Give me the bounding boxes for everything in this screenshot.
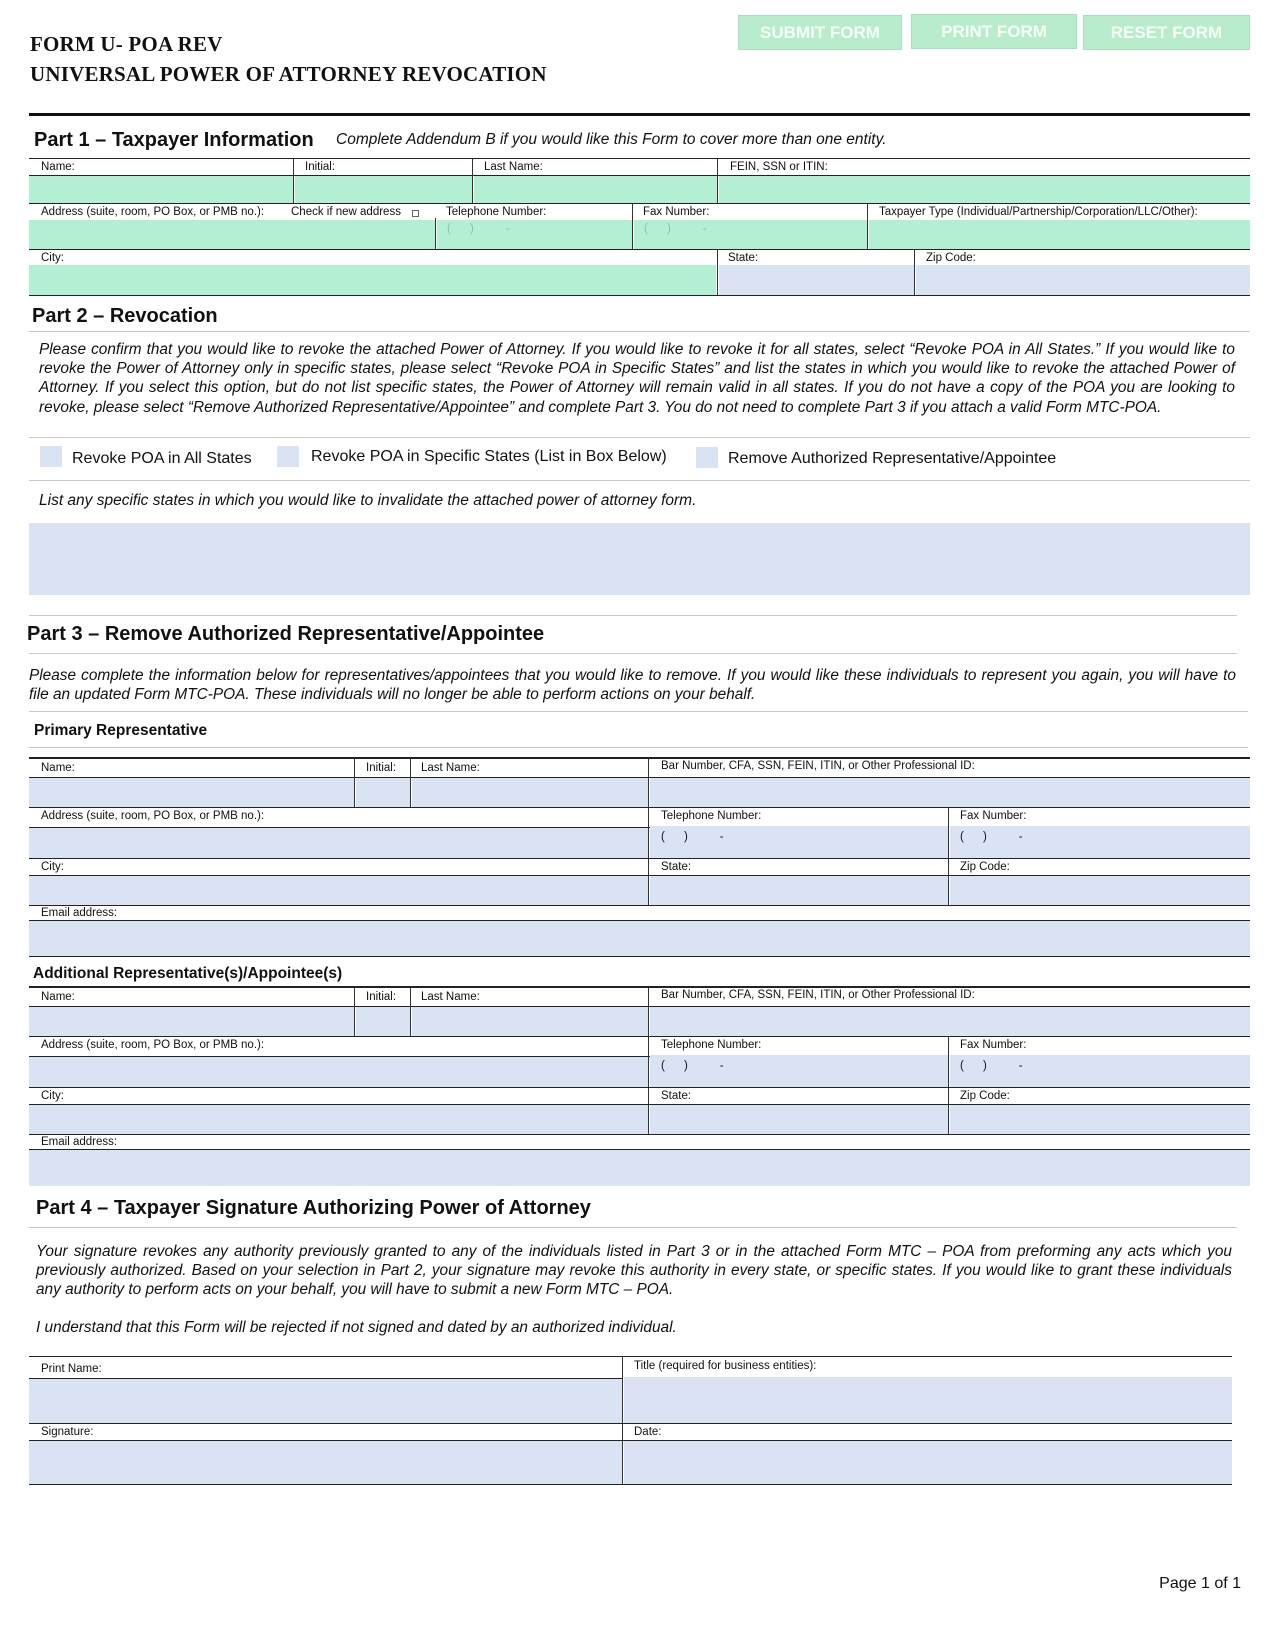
- rule: [29, 956, 1250, 957]
- divider: [354, 987, 355, 1036]
- divider: [648, 987, 649, 1036]
- taxpayer-fein-label: FEIN, SSN or ITIN:: [730, 161, 828, 173]
- divider: [948, 807, 949, 905]
- primary-name-field[interactable]: [29, 778, 354, 807]
- rule: [29, 807, 1250, 808]
- rule: [29, 1087, 1250, 1088]
- fax-mask: ( ) -: [960, 1060, 1023, 1072]
- primary-last-name-field[interactable]: [412, 778, 648, 807]
- fax-mask: ( ) -: [644, 223, 707, 235]
- states-prompt: List any specific states in which you would like to invalidate the attached power of attorney form.: [39, 492, 697, 509]
- primary-state-field[interactable]: [650, 876, 948, 905]
- taxpayer-type-label: Taxpayer Type (Individual/Partnership/Corporation/LLC/Other):: [879, 206, 1198, 218]
- date-field[interactable]: [624, 1441, 1232, 1484]
- rule: [29, 858, 1250, 859]
- additional-city-field[interactable]: [29, 1105, 648, 1134]
- divider: [914, 249, 915, 295]
- taxpayer-address-label: Address (suite, room, PO Box, or PMB no.):: [41, 206, 265, 218]
- additional-address-label: Address (suite, room, PO Box, or PMB no.):: [41, 1039, 265, 1051]
- rule: [29, 711, 1248, 712]
- form-id: FORM U- POA REV: [30, 32, 223, 56]
- divider: [648, 807, 649, 905]
- primary-id-field[interactable]: [650, 778, 1250, 807]
- title-label: Title (required for business entities):: [634, 1360, 817, 1372]
- additional-zip-field[interactable]: [950, 1105, 1250, 1134]
- divider: [632, 203, 633, 249]
- remove-representative-checkbox[interactable]: [696, 447, 718, 468]
- part4-paragraph2: I understand that this Form will be rejected if not signed and dated by an authorized individual.: [36, 1319, 677, 1336]
- print-form-button[interactable]: PRINT FORM: [911, 14, 1077, 49]
- primary-email-label: Email address:: [41, 907, 118, 919]
- rule: [29, 1423, 1232, 1424]
- taxpayer-address-field[interactable]: [29, 220, 435, 249]
- primary-telephone-label: Telephone Number:: [661, 810, 762, 822]
- remove-representative-label: Remove Authorized Representative/Appointee: [728, 450, 1057, 467]
- rule: [29, 331, 1250, 332]
- specific-states-textarea[interactable]: [29, 523, 1250, 595]
- primary-name-label: Name:: [41, 762, 75, 774]
- taxpayer-last-name-label: Last Name:: [484, 161, 543, 173]
- primary-initial-label: Initial:: [366, 762, 397, 774]
- taxpayer-type-field[interactable]: [869, 220, 1250, 249]
- taxpayer-fein-field[interactable]: [719, 176, 1250, 203]
- taxpayer-fax-label: Fax Number:: [643, 206, 710, 218]
- date-label: Date:: [634, 1426, 662, 1438]
- additional-state-label: State:: [661, 1090, 692, 1102]
- additional-state-field[interactable]: [650, 1105, 948, 1134]
- rule: [29, 437, 1250, 438]
- additional-rep-heading: Additional Representative(s)/Appointee(s): [33, 965, 343, 982]
- part1-note: Complete Addendum B if you would like this Form to cover more than one entity.: [336, 131, 887, 148]
- part2-instructions: Please confirm that you would like to revoke the attached Power of Attorney. If you would like to revoke it for all states, select “Revoke POA in All States.” If you would like to revoke the Power of Attorney only in specific states, please select “Revoke POA in Specific States” and list the states in which you would like to revoke the attached Power of Attorney. If you select this option, but do not list specific states, the Power of Attorney will remain valid in all states. If you do not have a copy of the POA you are looking to revoke, please select “Remove Authorized Representative/Appointee” and complete Part 3. You do not need to complete Part 3 if you attach a valid Form MTC-POA.: [39, 341, 1235, 416]
- additional-email-field[interactable]: [29, 1150, 1250, 1186]
- rule: [29, 249, 1250, 250]
- taxpayer-city-label: City:: [41, 252, 64, 264]
- divider: [717, 158, 718, 204]
- part4-paragraph1: Your signature revokes any authority previously granted to any of the individuals listed in Part 3 or in the attached Form MTC – POA from preforming any acts which you previously authorized. Based on your selection in Part 2, your signature may revoke this authority in every state, or specific states. If you would like to grant these individuals any authority to perform acts on your behalf, you will have to submit a new Form MTC – POA.: [36, 1243, 1232, 1299]
- revoke-specific-states-label: Revoke POA in Specific States (List in Box Below): [311, 448, 667, 465]
- submit-form-button[interactable]: SUBMIT FORM: [738, 15, 902, 50]
- taxpayer-state-field[interactable]: [719, 265, 914, 295]
- rule: [29, 747, 1248, 748]
- additional-initial-label: Initial:: [366, 991, 397, 1003]
- primary-initial-field[interactable]: [356, 778, 410, 807]
- additional-zip-label: Zip Code:: [960, 1090, 1010, 1102]
- additional-last-name-label: Last Name:: [421, 991, 480, 1003]
- signature-field[interactable]: [29, 1441, 622, 1484]
- rule: [29, 986, 1250, 988]
- print-name-field[interactable]: [29, 1379, 622, 1423]
- part1-heading: Part 1 – Taxpayer Information: [34, 129, 314, 151]
- additional-id-label: Bar Number, CFA, SSN, FEIN, ITIN, or Other Professional ID:: [661, 989, 975, 1001]
- primary-email-field[interactable]: [29, 921, 1250, 956]
- divider: [410, 987, 411, 1036]
- taxpayer-last-name-field[interactable]: [474, 176, 717, 203]
- divider: [472, 158, 473, 204]
- taxpayer-zip-label: Zip Code:: [926, 252, 976, 264]
- additional-name-label: Name:: [41, 991, 75, 1003]
- rule: [29, 1036, 1250, 1037]
- part2-heading: Part 2 – Revocation: [32, 305, 218, 327]
- title-field[interactable]: [624, 1377, 1232, 1423]
- additional-email-label: Email address:: [41, 1136, 118, 1148]
- rule: [29, 203, 1250, 204]
- divider: [622, 1356, 623, 1484]
- rule: [29, 1227, 1237, 1228]
- divider: [648, 758, 649, 807]
- primary-address-field[interactable]: [29, 828, 648, 858]
- primary-zip-field[interactable]: [950, 876, 1250, 905]
- rule: [29, 480, 1250, 481]
- rule: [29, 757, 1250, 759]
- primary-city-label: City:: [41, 861, 64, 873]
- revoke-all-states-label: Revoke POA in All States: [72, 450, 252, 467]
- additional-city-label: City:: [41, 1090, 64, 1102]
- taxpayer-city-field[interactable]: [29, 265, 716, 295]
- revoke-specific-states-checkbox[interactable]: [277, 446, 299, 467]
- rule: [29, 1356, 1232, 1357]
- additional-name-field[interactable]: [29, 1007, 354, 1036]
- taxpayer-state-label: State:: [728, 252, 759, 264]
- rule: [29, 295, 1250, 296]
- rule: [29, 158, 1250, 159]
- additional-id-field[interactable]: [650, 1007, 1250, 1036]
- rule: [29, 1484, 1232, 1485]
- additional-telephone-label: Telephone Number:: [661, 1039, 762, 1051]
- part3-instructions: Please complete the information below for representatives/appointees that you would like to remove. If you would like these individuals to represent you again, you will have to file an updated Form MTC-POA. These individuals will no longer be able to perform actions on your behalf.: [29, 667, 1236, 704]
- additional-address-field[interactable]: [29, 1057, 648, 1087]
- divider: [410, 758, 411, 807]
- signature-label: Signature:: [41, 1426, 94, 1438]
- rule: [29, 615, 1237, 616]
- revoke-all-states-checkbox[interactable]: [40, 446, 62, 467]
- taxpayer-initial-label: Initial:: [305, 161, 336, 173]
- additional-fax-label: Fax Number:: [960, 1039, 1027, 1051]
- divider: [648, 1036, 649, 1134]
- divider: [948, 1036, 949, 1134]
- additional-initial-field[interactable]: [356, 1007, 410, 1036]
- divider: [867, 203, 868, 249]
- primary-address-label: Address (suite, room, PO Box, or PMB no.):: [41, 810, 265, 822]
- taxpayer-name-label: Name:: [41, 161, 75, 173]
- taxpayer-zip-field[interactable]: [916, 265, 1250, 295]
- primary-state-label: State:: [661, 861, 692, 873]
- form-title: UNIVERSAL POWER OF ATTORNEY REVOCATION: [30, 62, 547, 86]
- new-address-label: Check if new address: [291, 206, 401, 218]
- divider: [717, 249, 718, 295]
- rule: [29, 653, 1237, 654]
- rule: [29, 1134, 1250, 1135]
- phone-mask: ( ) -: [661, 1060, 724, 1072]
- divider: [354, 758, 355, 807]
- primary-city-field[interactable]: [29, 876, 648, 905]
- taxpayer-telephone-label: Telephone Number:: [446, 206, 547, 218]
- print-name-label: Print Name:: [41, 1363, 102, 1375]
- taxpayer-initial-field[interactable]: [295, 176, 472, 203]
- primary-rep-heading: Primary Representative: [34, 722, 208, 739]
- page-number: Page 1 of 1: [1159, 1575, 1241, 1592]
- primary-id-label: Bar Number, CFA, SSN, FEIN, ITIN, or Other Professional ID:: [661, 760, 975, 772]
- new-address-checkbox[interactable]: [412, 210, 419, 217]
- part3-heading: Part 3 – Remove Authorized Representative/Appointee: [27, 623, 545, 645]
- header-divider: [29, 113, 1250, 116]
- part4-heading: Part 4 – Taxpayer Signature Authorizing Power of Attorney: [36, 1197, 591, 1219]
- primary-last-name-label: Last Name:: [421, 762, 480, 774]
- reset-form-button[interactable]: RESET FORM: [1083, 15, 1250, 50]
- phone-mask: ( ) -: [447, 223, 510, 235]
- taxpayer-name-field[interactable]: [29, 176, 293, 203]
- fax-mask: ( ) -: [960, 831, 1023, 843]
- divider: [435, 218, 436, 249]
- primary-zip-label: Zip Code:: [960, 861, 1010, 873]
- rule: [29, 905, 1250, 906]
- divider: [293, 158, 294, 204]
- phone-mask: ( ) -: [661, 831, 724, 843]
- primary-fax-label: Fax Number:: [960, 810, 1027, 822]
- additional-last-name-field[interactable]: [412, 1007, 648, 1036]
